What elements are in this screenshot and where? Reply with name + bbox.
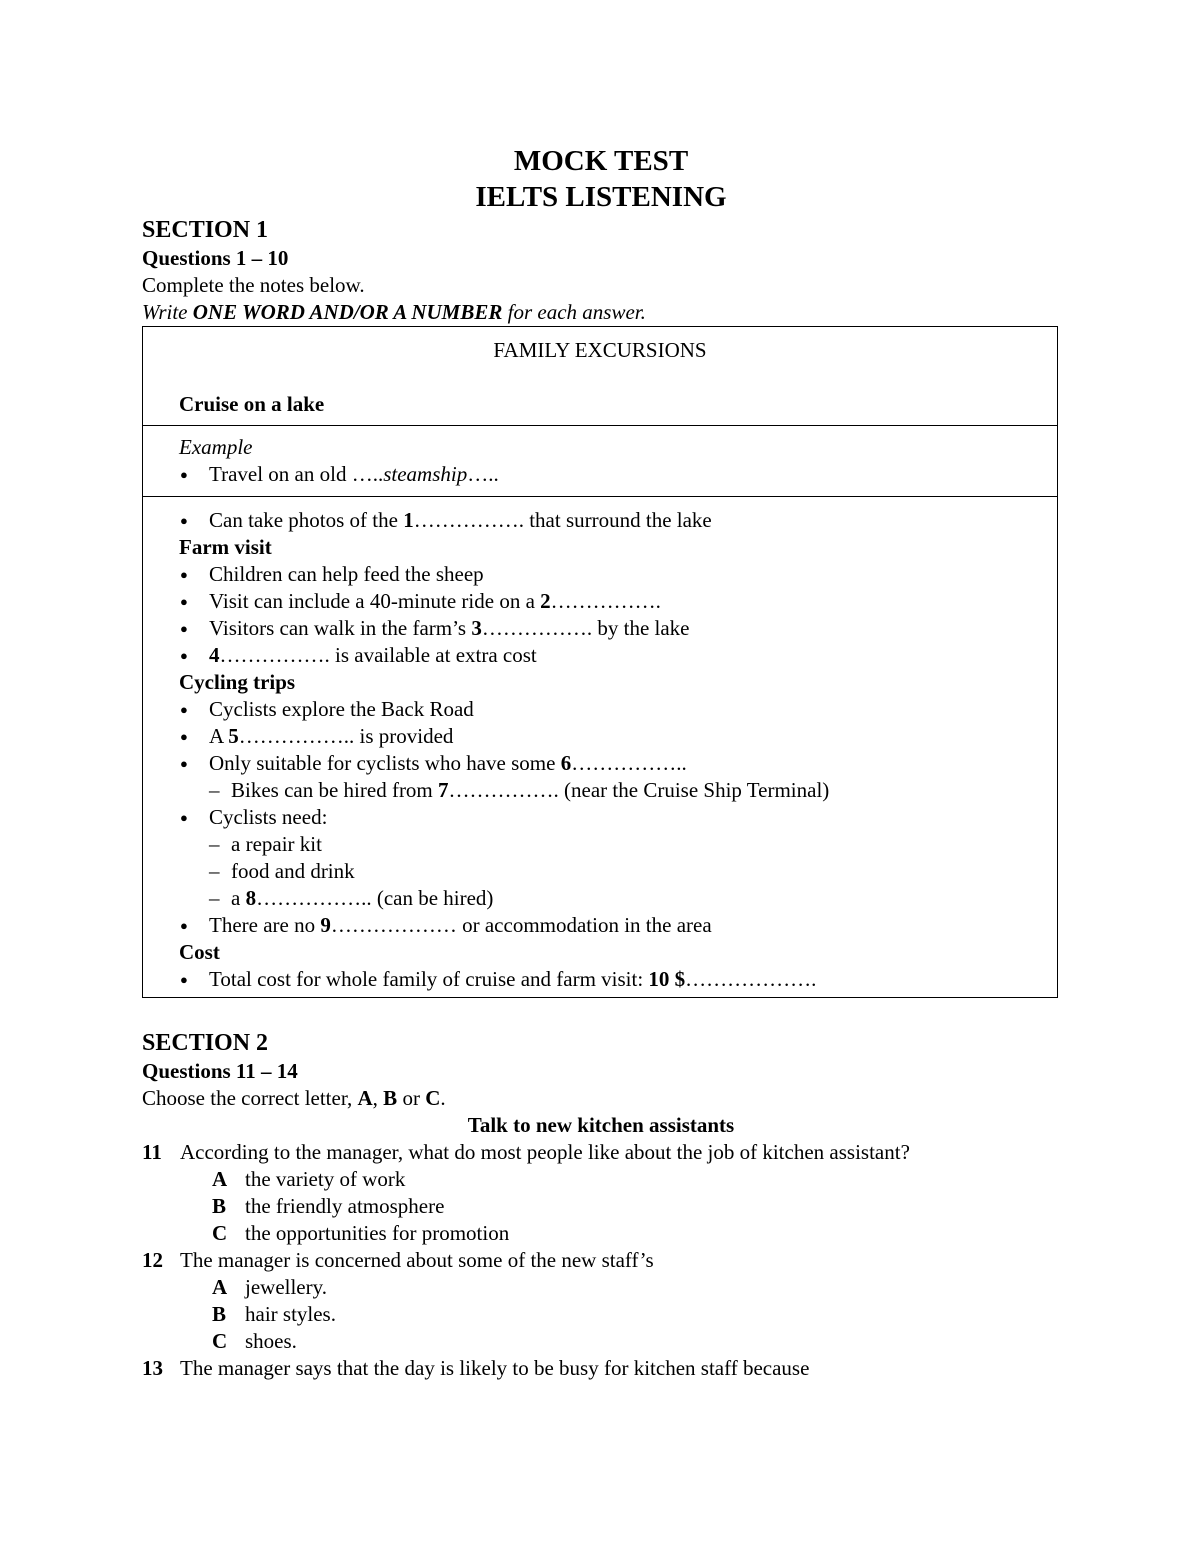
notes-box-subtitle: Cruise on a lake [179,392,325,416]
option-11-b [142,1193,1060,1220]
note-q8-num: 8 [245,886,257,910]
note-farm-1: ● Children can help feed the sheep [179,561,1021,588]
note-q1-post: ……………. that surround the lake [413,508,712,532]
note-q4-post: ……………. is available at extra cost [219,643,537,667]
option-12-b [142,1301,1060,1328]
question-text: The manager is concerned about some of the new staff’s [180,1248,654,1272]
note-cyclists-need: ● Cyclists need: [179,804,1021,831]
question-text: According to the manager, what do most people like about the job of kitchen assistant? [180,1140,910,1164]
note-need-2: – food and drink [179,858,1021,885]
section-2-questions-range: Questions 11 – 14 [142,1059,298,1083]
option-letter: C [212,1221,228,1245]
question-text: The manager says that the day is likely to be busy for kitchen staff because [180,1356,810,1380]
instruction-sep-1: , [372,1086,384,1110]
example-post: ….. [467,462,499,486]
note-q5 [179,723,1021,750]
option-text: jewellery. [245,1275,328,1299]
note-q9-num: 9 [320,913,331,937]
note-q6-post: …………….. [571,751,687,775]
note-q2 [179,588,1021,615]
note-q2-pre: Visit can include a 40-minute ride on a [209,589,541,613]
section-2-heading: SECTION 2 [142,1030,269,1056]
note-q5-post: …………….. is provided [238,724,454,748]
section-1-questions-range: Questions 1 – 10 [142,246,289,270]
note-q8 [179,885,1021,912]
note-q6 [179,750,1021,777]
option-letter: B [212,1194,227,1218]
note-q1-pre: Can take photos of the [209,508,404,532]
instruction-sep-2: or [397,1086,426,1110]
note-need-1: – a repair kit [179,831,1021,858]
example-label: Example [179,435,253,459]
note-q10-post: ………………. [685,967,817,991]
option-letter: B [212,1302,227,1326]
note-q5-num: 5 [228,724,239,748]
instruction-letter-c: C [425,1086,441,1110]
option-12-c [142,1328,1060,1355]
note-q7-post: ……………. (near the Cruise Ship Terminal) [448,778,830,802]
title-line-2: IELTS LISTENING [475,181,727,213]
note-q10-num: 10 $ [648,967,686,991]
title-line-1: MOCK TEST [513,145,689,177]
option-text: the opportunities for promotion [245,1221,510,1245]
note-q2-post: ……………. [550,589,661,613]
note-q7-num: 7 [438,778,449,802]
note-q9-post: ……………… or accommodation in the area [330,913,712,937]
note-q8-pre: a [231,886,246,910]
talk-title: Talk to new kitchen assistants [467,1113,735,1137]
option-letter: A [212,1275,228,1299]
note-q3-num: 3 [471,616,482,640]
note-q3 [179,615,1021,642]
example-answer: steamship [383,462,468,486]
note-q10-pre: Total cost for whole family of cruise and farm visit: [209,967,649,991]
note-q10 [179,966,1021,993]
section-1-heading: SECTION 1 [142,217,269,243]
option-11-a [142,1166,1060,1193]
section-1-instruction-2 [142,299,1060,326]
document-page [142,143,1060,1382]
note-q7-pre: Bikes can be hired from [231,778,439,802]
example-line [179,461,1021,488]
note-q3-pre: Visitors can walk in the farm’s [209,616,472,640]
cycling-trips-heading: Cycling trips [179,670,296,694]
notes-box-example [143,426,1057,497]
note-q4-num: 4 [209,643,220,667]
question-number: 12 [142,1248,163,1272]
section-2 [142,1028,1060,1382]
option-11-c [142,1220,1060,1247]
farm-visit-heading: Farm visit [179,535,272,559]
note-q3-post: ……………. by the lake [481,616,690,640]
instruction-2-pre: Write [142,300,193,324]
instruction-2-bold: ONE WORD AND/OR A NUMBER [192,300,503,324]
option-text: the variety of work [245,1167,406,1191]
notes-box-title: FAMILY EXCURSIONS [493,338,707,362]
notes-box [142,326,1058,998]
option-text: the friendly atmosphere [245,1194,445,1218]
question-13 [142,1355,1060,1382]
notes-box-header [143,327,1057,426]
cost-heading: Cost [179,940,220,964]
section-1 [142,215,1060,998]
note-q7 [179,777,1021,804]
note-q2-num: 2 [540,589,551,613]
option-12-a [142,1274,1060,1301]
instruction-letter-b: B [383,1086,398,1110]
option-text: shoes. [245,1329,297,1353]
question-12 [142,1247,1060,1274]
example-pre: Travel on an old ….. [209,462,384,486]
section-1-instruction-1: Complete the notes below. [142,273,365,297]
option-text: hair styles. [245,1302,336,1326]
note-q9-pre: There are no [209,913,321,937]
instruction-pre: Choose the correct letter, [142,1086,358,1110]
note-q4 [179,642,1021,669]
note-q8-post: …………….. (can be hired) [256,886,494,910]
note-q1-num: 1 [403,508,414,532]
notes-box-body [143,497,1057,997]
option-letter: C [212,1329,228,1353]
question-number: 13 [142,1356,163,1380]
option-letter: A [212,1167,228,1191]
section-2-instruction [142,1085,1060,1112]
instruction-letter-a: A [357,1086,373,1110]
note-q6-num: 6 [560,751,572,775]
instruction-2-post: for each answer. [502,300,646,324]
question-number: 11 [142,1140,162,1164]
instruction-end: . [440,1086,446,1110]
note-q9 [179,912,1021,939]
note-q6-pre: Only suitable for cyclists who have some [209,751,561,775]
note-cycling-1: ● Cyclists explore the Back Road [179,696,1021,723]
question-11 [142,1139,1060,1166]
note-q5-pre: A [209,724,229,748]
note-q1 [179,507,1021,534]
